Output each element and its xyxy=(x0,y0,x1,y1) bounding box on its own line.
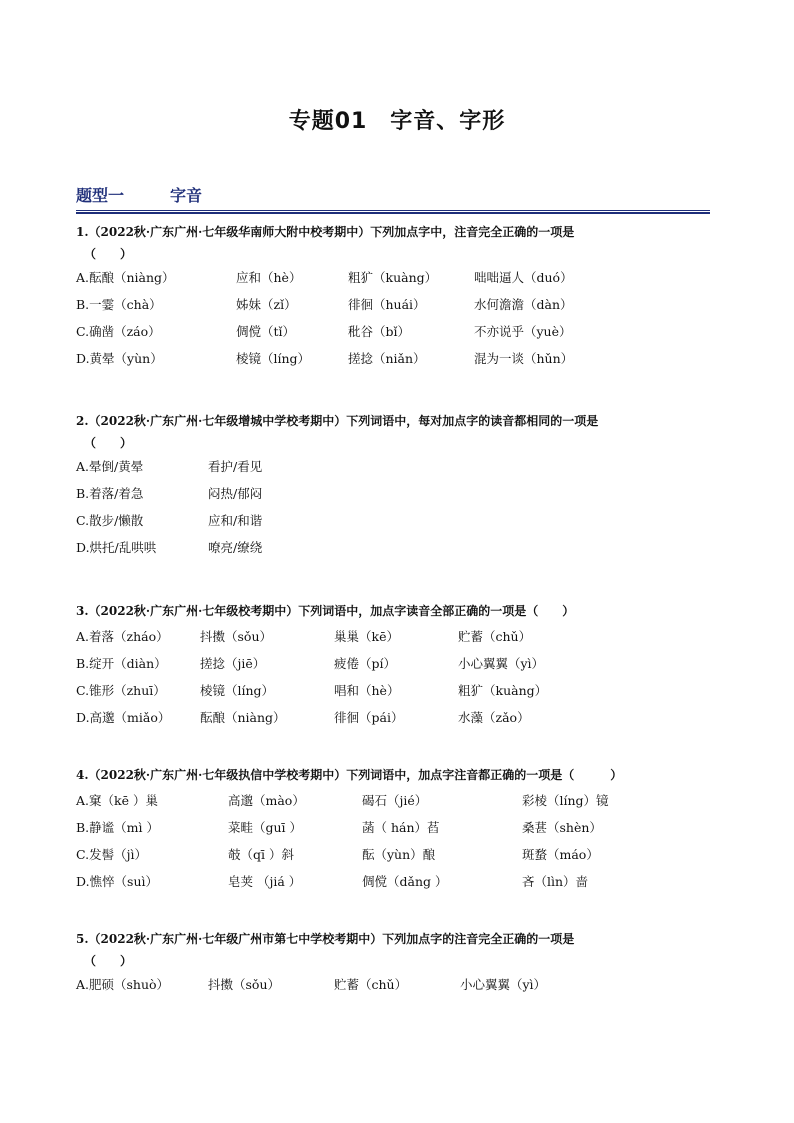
section-header xyxy=(76,186,710,211)
question-stem: 5.（2022秋·广东广州·七年级广州市第七中学校考期中）下列加点字的注音完全正确的一项是 xyxy=(76,932,575,946)
question-stem: 3.（2022秋·广东广州·七年级校考期中）下列词语中，加点字读音全部正确的一项是（ ） xyxy=(76,604,575,618)
option-item: 酝酿（niàng） xyxy=(200,710,286,725)
option-item: 菡（ hán）萏 xyxy=(362,820,440,835)
option-item: 小心翼翼（yì） xyxy=(458,656,545,671)
question-5 xyxy=(76,930,736,1001)
section-label: 题型一 xyxy=(76,186,125,205)
option-row xyxy=(76,483,736,510)
option-item: 贮蓄（chǔ） xyxy=(334,977,408,992)
option-item: A.酝酿（niàng） xyxy=(76,270,175,285)
option-row xyxy=(76,790,736,817)
option-item: 应和/和谐 xyxy=(208,513,263,528)
option-item: A.晕倒/黄晕 xyxy=(76,459,144,474)
option-item: 酝（yùn）酿 xyxy=(362,847,436,862)
option-item: 徘徊（huái） xyxy=(348,297,426,312)
option-row xyxy=(76,817,736,844)
question-2 xyxy=(76,412,736,564)
question-3 xyxy=(76,602,736,734)
option-row xyxy=(76,348,736,375)
option-row xyxy=(76,680,736,707)
option-row xyxy=(76,871,736,898)
option-item: 徘徊（pái） xyxy=(334,710,404,725)
answer-parens: （ ） xyxy=(84,954,133,968)
option-item: C.确凿（záo） xyxy=(76,324,161,339)
option-item: 棱镜（líng） xyxy=(236,351,311,366)
option-item: 不亦说乎（yuè） xyxy=(474,324,572,339)
option-item: 吝（lìn）啬 xyxy=(522,874,589,889)
option-item: 姊妹（zǐ） xyxy=(236,297,297,312)
option-item: 桑葚（shèn） xyxy=(522,820,602,835)
question-4 xyxy=(76,766,736,898)
option-row xyxy=(76,626,736,653)
option-item: 抖擞（sǒu） xyxy=(208,977,280,992)
option-item: 彩棱（líng）镜 xyxy=(522,793,609,808)
option-item: D.憔悴（suì） xyxy=(76,874,159,889)
option-row xyxy=(76,974,736,1001)
option-item: 菜畦（guī ） xyxy=(228,820,303,835)
option-item: 秕谷（bǐ） xyxy=(348,324,410,339)
option-item: D.烘托/乱哄哄 xyxy=(76,540,157,555)
option-row xyxy=(76,653,736,680)
answer-parens: （ ） xyxy=(84,247,133,261)
question-1 xyxy=(76,223,736,375)
option-item: B.静谧（mì ） xyxy=(76,820,159,835)
option-item: 粗犷（kuàng） xyxy=(348,270,438,285)
answer-parens: （ ） xyxy=(84,436,133,450)
option-item: C.发髻（jì） xyxy=(76,847,147,862)
option-row xyxy=(76,267,736,294)
option-item: B.一霎（chà） xyxy=(76,297,162,312)
option-item: D.黄晕（yùn） xyxy=(76,351,163,366)
option-item: 碣石（jié） xyxy=(362,793,428,808)
question-stem: 4.（2022秋·广东广州·七年级执信中学校考期中）下列词语中，加点字注音都正确的一项是（ ） xyxy=(76,768,623,782)
option-item: 水何澹澹（dàn） xyxy=(474,297,573,312)
question-stem: 1.（2022秋·广东广州·七年级华南师大附中校考期中）下列加点字中，注音完全正确的一项是 xyxy=(76,225,575,239)
option-item: 贮蓄（chǔ） xyxy=(458,629,532,644)
option-item: B.着落/着急 xyxy=(76,486,144,501)
option-item: 攲（qī ）斜 xyxy=(228,847,294,862)
option-item: 混为一谈（hǔn） xyxy=(474,351,574,366)
page-title: 专题01 字音、字形 xyxy=(288,109,506,134)
option-row xyxy=(76,510,736,537)
option-row xyxy=(76,707,736,734)
option-item: 粗犷（kuàng） xyxy=(458,683,548,698)
option-item: B.绽开（diàn） xyxy=(76,656,167,671)
option-row xyxy=(76,537,736,564)
option-item: A.窠（kē ）巢 xyxy=(76,793,158,808)
option-item: 巢巢（kē） xyxy=(334,629,399,644)
option-row xyxy=(76,844,736,871)
option-item: 搓捻（jiē） xyxy=(200,656,266,671)
option-item: 应和（hè） xyxy=(236,270,302,285)
option-item: 小心翼翼（yì） xyxy=(460,977,547,992)
option-item: 高邈（mào） xyxy=(228,793,305,808)
option-item: C.散步/懒散 xyxy=(76,513,144,528)
option-item: C.锥形（zhuī） xyxy=(76,683,166,698)
option-row xyxy=(76,294,736,321)
option-item: A.着落（zháo） xyxy=(76,629,169,644)
option-item: A.肥硕（shuò） xyxy=(76,977,170,992)
option-row xyxy=(76,456,736,483)
option-item: D.高邈（miǎo） xyxy=(76,710,171,725)
option-item: 闷热/郁闷 xyxy=(208,486,263,501)
section-topic: 字音 xyxy=(170,186,203,205)
option-item: 皂荚 （jiá ） xyxy=(228,874,302,889)
option-item: 疲倦（pí） xyxy=(334,656,396,671)
option-item: 水藻（zǎo） xyxy=(458,710,530,725)
question-stem: 2.（2022秋·广东广州·七年级增城中学校考期中）下列词语中，每对加点字的读音都相同的一项是 xyxy=(76,414,599,428)
option-item: 抖擞（sǒu） xyxy=(200,629,272,644)
option-row xyxy=(76,321,736,348)
option-item: 唱和（hè） xyxy=(334,683,400,698)
option-item: 倜傥（dǎng ） xyxy=(362,874,448,889)
option-item: 倜傥（tǐ） xyxy=(236,324,296,339)
option-item: 看护/看见 xyxy=(208,459,263,474)
option-item: 嘹亮/缭绕 xyxy=(208,540,263,555)
option-item: 斑蝥（máo） xyxy=(522,847,599,862)
option-item: 棱镜（líng） xyxy=(200,683,275,698)
option-item: 咄咄逼人（duó） xyxy=(474,270,573,285)
option-item: 搓捻（niǎn） xyxy=(348,351,426,366)
